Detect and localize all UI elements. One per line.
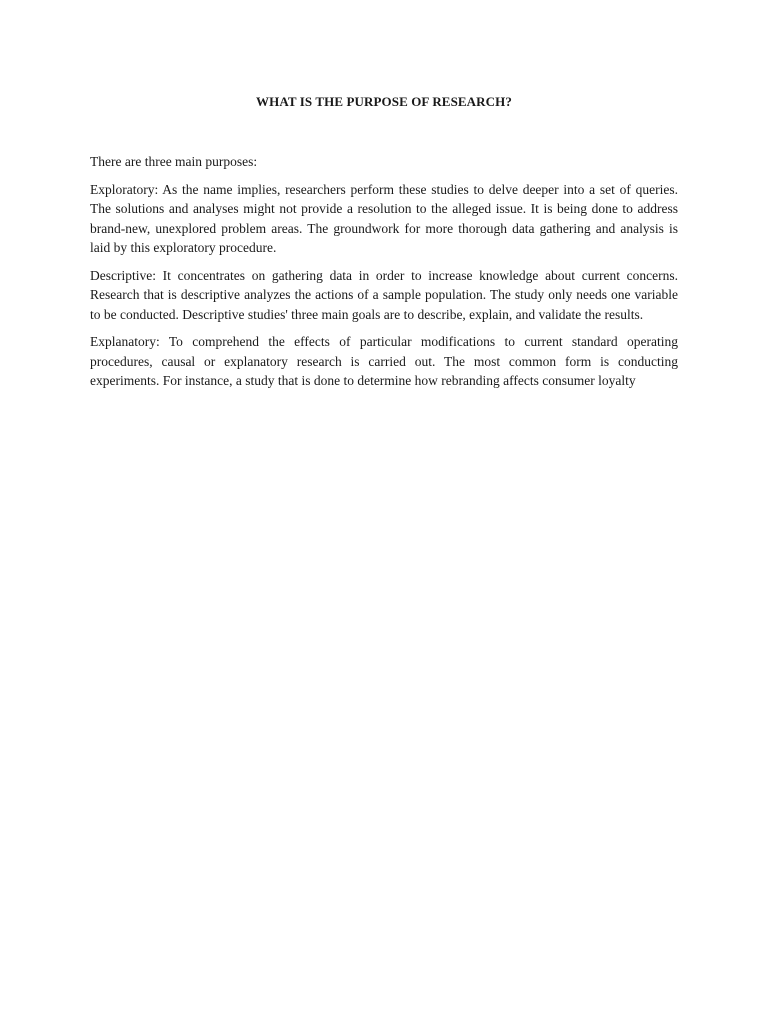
- descriptive-paragraph: Descriptive: It concentrates on gathering data in order to increase knowledge about current concerns. Research that is descriptive analyzes the actions of a sample population. The study only needs one variable to be conducted. Descriptive studies' three main goals are to describe, explain, and validate the results.: [90, 267, 678, 322]
- intro-paragraph: There are three main purposes:: [90, 154, 258, 169]
- document-body: [90, 152, 678, 399]
- exploratory-paragraph: Exploratory: As the name implies, researchers perform these studies to delve deeper into a set of queries. The solutions and analyses might not provide a resolution to the alleged issue. It is being done to address brand-new, unexplored problem areas. The groundwork for more thorough data gathering and analysis is laid by this exploratory procedure.: [90, 181, 678, 255]
- explanatory-paragraph: Explanatory: To comprehend the effects of particular modifications to current standard operating procedures, causal or explanatory research is carried out. The most common form is conducting experiments. For instance, a study that is done to determine how rebranding affects consumer loyalty: [90, 334, 678, 388]
- document-title: WHAT IS THE PURPOSE OF RESEARCH?: [256, 94, 512, 109]
